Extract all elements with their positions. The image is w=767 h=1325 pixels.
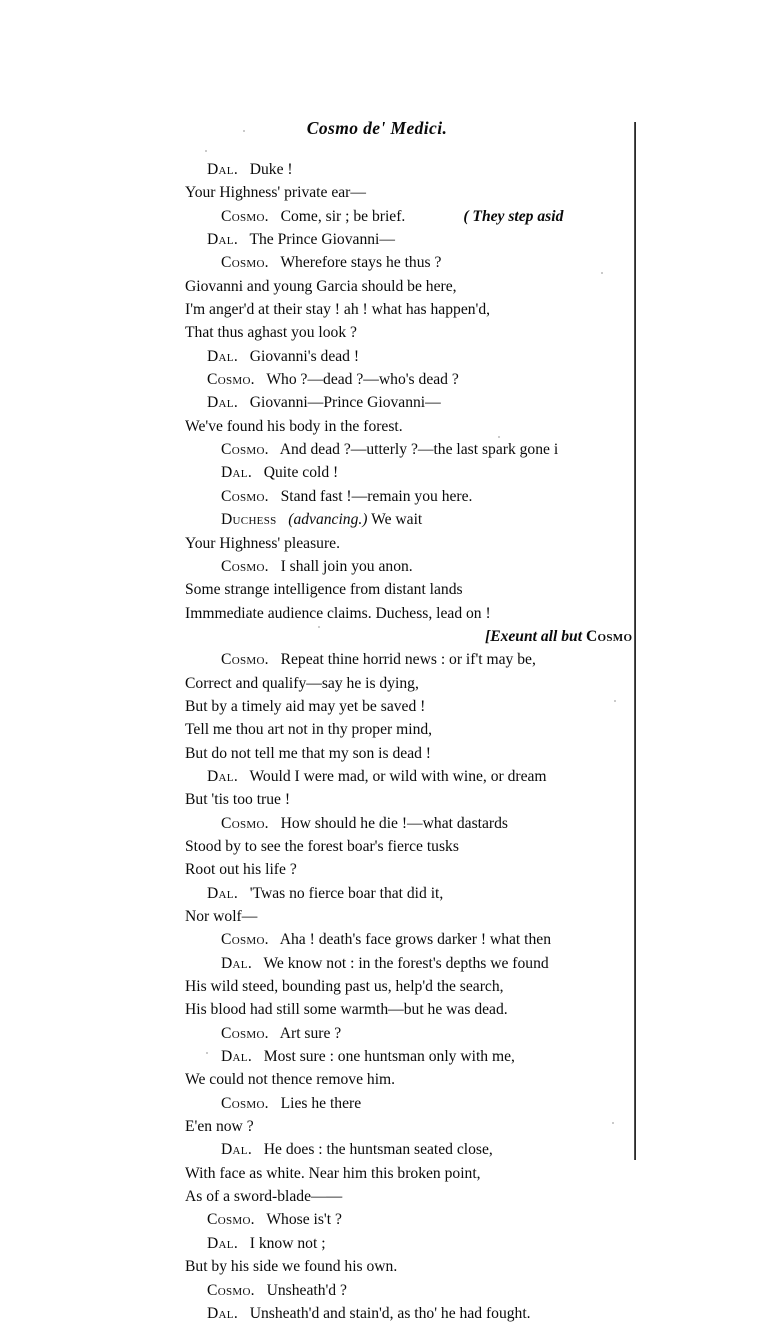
running-head: Cosmo de' Medici. [306,118,448,138]
dialogue-line [185,532,637,555]
line-text: Stand fast !—remain you here. [280,487,473,505]
paper-speck [243,130,245,132]
dialogue-line [185,648,637,671]
line-text: We've found his body in the forest. [185,417,403,435]
line-text: But by his side we found his own. [185,1258,398,1276]
dialogue-line [185,672,637,695]
line-text: E'en now ? [185,1118,254,1136]
line-text: Who ?—dead ?—who's dead ? [266,371,459,389]
dialogue-line [185,602,637,625]
dialogue-line [185,788,637,811]
line-text: I know not ; [249,1234,326,1252]
line-text: Giovanni and young Garcia should be here, [185,277,457,295]
paper-speck [205,150,207,152]
dialogue-line [185,1045,637,1068]
dialogue-line [185,461,637,484]
line-text: Duke ! [249,161,293,178]
dialogue-line [185,415,637,438]
speaker-name: Cosmo [585,627,633,645]
speaker-name: Cosmo. [221,1094,269,1112]
dialogue-text-block [185,158,637,1325]
dialogue-line [185,695,637,718]
dialogue-line [185,882,637,905]
dialogue-line [185,438,637,461]
line-text: Art sure ? [279,1024,342,1042]
dialogue-line [185,1162,637,1185]
dialogue-line [185,1022,637,1045]
speaker-name: Cosmo. [207,1281,255,1299]
line-text: The Prince Giovanni— [249,231,395,249]
dialogue-line [185,952,637,975]
line-text: 'Twas no fierce boar that did it, [249,884,444,902]
line-text: Your Highness' private ear— [185,184,366,202]
dialogue-line [185,275,637,298]
line-text: I shall join you anon. [280,557,413,575]
line-text: I'm anger'd at their stay ! ah ! what has happen'd, [185,301,491,319]
dialogue-line [185,321,637,344]
speaker-name: Dal. [221,1048,253,1066]
dialogue-line [185,1185,637,1208]
speaker-name: Dal. [207,231,239,249]
line-text: Quite cold ! [263,464,339,482]
speaker-name: Cosmo. [221,931,269,949]
speaker-name: Cosmo. [221,207,269,225]
dialogue-line [185,345,637,368]
line-text: As of a sword-blade—— [185,1188,343,1206]
speaker-name: Dal. [207,161,239,178]
line-text: He does : the huntsman seated close, [263,1141,493,1159]
dialogue-line [185,975,637,998]
line-text: Unsheath'd and stain'd, as tho' he had fought. [249,1304,531,1322]
dialogue-line [185,1138,637,1161]
line-text: Nor wolf— [185,908,258,925]
dialogue-line [185,1255,637,1278]
dialogue-line [185,1279,637,1302]
dialogue-line [185,858,637,881]
line-text: We know not : in the forest's depths we found [263,954,549,972]
dialogue-line [185,1208,637,1231]
scan-page-edge [634,122,636,1160]
dialogue-line [185,368,637,391]
dialogue-line [185,1232,637,1255]
line-text: Come, sir ; be brief. [280,207,406,225]
line-text: We wait [371,511,423,529]
line-text: Would I were mad, or wild with wine, or dream [249,767,547,785]
line-text: Your Highness' pleasure. [185,534,340,552]
line-text: And dead ?—utterly ?—the last spark gone i [279,441,559,459]
speaker-name: Cosmo. [221,814,269,832]
line-text: Tell me thou art not in thy proper mind, [185,721,433,739]
dialogue-line [185,835,637,858]
speaker-name: Duchess [221,511,277,529]
line-text: Giovanni—Prince Giovanni— [249,394,441,412]
line-text: That thus aghast you look ? [185,324,357,342]
dialogue-line [185,812,637,835]
line-text: His blood had still some warmth—but he was dead. [185,1001,508,1019]
line-text: His wild steed, bounding past us, help'd the search, [185,978,504,996]
dialogue-line [185,391,637,414]
dialogue-line [185,508,637,531]
dialogue-line [185,555,637,578]
speaker-name: Dal. [207,394,239,412]
dialogue-line [185,251,637,274]
line-text: Giovanni's dead ! [249,347,360,365]
dialogue-line [185,578,637,601]
line-text: We could not thence remove him. [185,1071,396,1089]
speaker-name: Cosmo. [221,254,269,272]
speaker-name: Cosmo. [207,371,255,389]
dialogue-line [185,625,637,648]
stage-direction: ( They step asid [463,207,564,225]
line-text: Whose is't ? [266,1211,342,1229]
line-text: Aha ! death's face grows darker ! what then [279,931,551,949]
line-text: With face as white. Near him this broken point, [185,1164,481,1182]
speaker-name: Cosmo. [221,1024,269,1042]
speaker-name: Dal. [221,464,253,482]
dialogue-line [185,928,637,951]
dialogue-line [185,181,637,204]
speaker-name: Cosmo. [207,1211,255,1229]
dialogue-line [185,905,637,928]
dialogue-line [185,158,637,181]
speaker-name: Cosmo. [221,487,269,505]
dialogue-line [185,1302,637,1325]
line-text: But by a timely aid may yet be saved ! [185,697,426,715]
speaker-name: Dal. [207,347,239,365]
dialogue-line [185,718,637,741]
line-text: But do not tell me that my son is dead ! [185,744,432,762]
line-text: Some strange intelligence from distant lands [185,581,463,599]
dialogue-line [185,765,637,788]
line-text: Most sure : one huntsman only with me, [263,1048,515,1066]
line-text: But 'tis too true ! [185,791,291,809]
speaker-name: Dal. [207,767,239,785]
dialogue-line [185,205,637,228]
dialogue-line [185,485,637,508]
speaker-name: Cosmo. [221,651,269,669]
dialogue-line [185,228,637,251]
line-text: Lies he there [280,1094,362,1112]
line-text: Immmediate audience claims. Duchess, lead on ! [185,604,491,622]
stage-direction-exeunt: [Exeunt all but Cosmo [485,627,633,645]
dialogue-line [185,298,637,321]
page-beyond-edge [636,0,767,1249]
speaker-name: Dal. [207,1304,239,1322]
line-text: How should he die !—what dastards [280,814,508,832]
dialogue-line [185,742,637,765]
dialogue-line [185,1092,637,1115]
dialogue-line [185,1115,637,1138]
line-text: Correct and qualify—say he is dying, [185,674,419,692]
line-text: Unsheath'd ? [266,1281,347,1299]
speaker-name: Dal. [221,954,253,972]
dialogue-line [185,998,637,1021]
speaker-name: Cosmo. [221,557,269,575]
speaker-name: Cosmo. [221,441,269,459]
speaker-name: Dal. [221,1141,253,1159]
line-text: Stood by to see the forest boar's fierce tusks [185,837,459,855]
line-text: Root out his life ? [185,861,297,879]
line-text: Repeat thine horrid news : or if't may be, [280,651,536,669]
stage-direction: (advancing.) [288,511,368,529]
speaker-name: Dal. [207,884,239,902]
dialogue-line [185,1068,637,1091]
speaker-name: Dal. [207,1234,239,1252]
line-text: Wherefore stays he thus ? [280,254,442,272]
